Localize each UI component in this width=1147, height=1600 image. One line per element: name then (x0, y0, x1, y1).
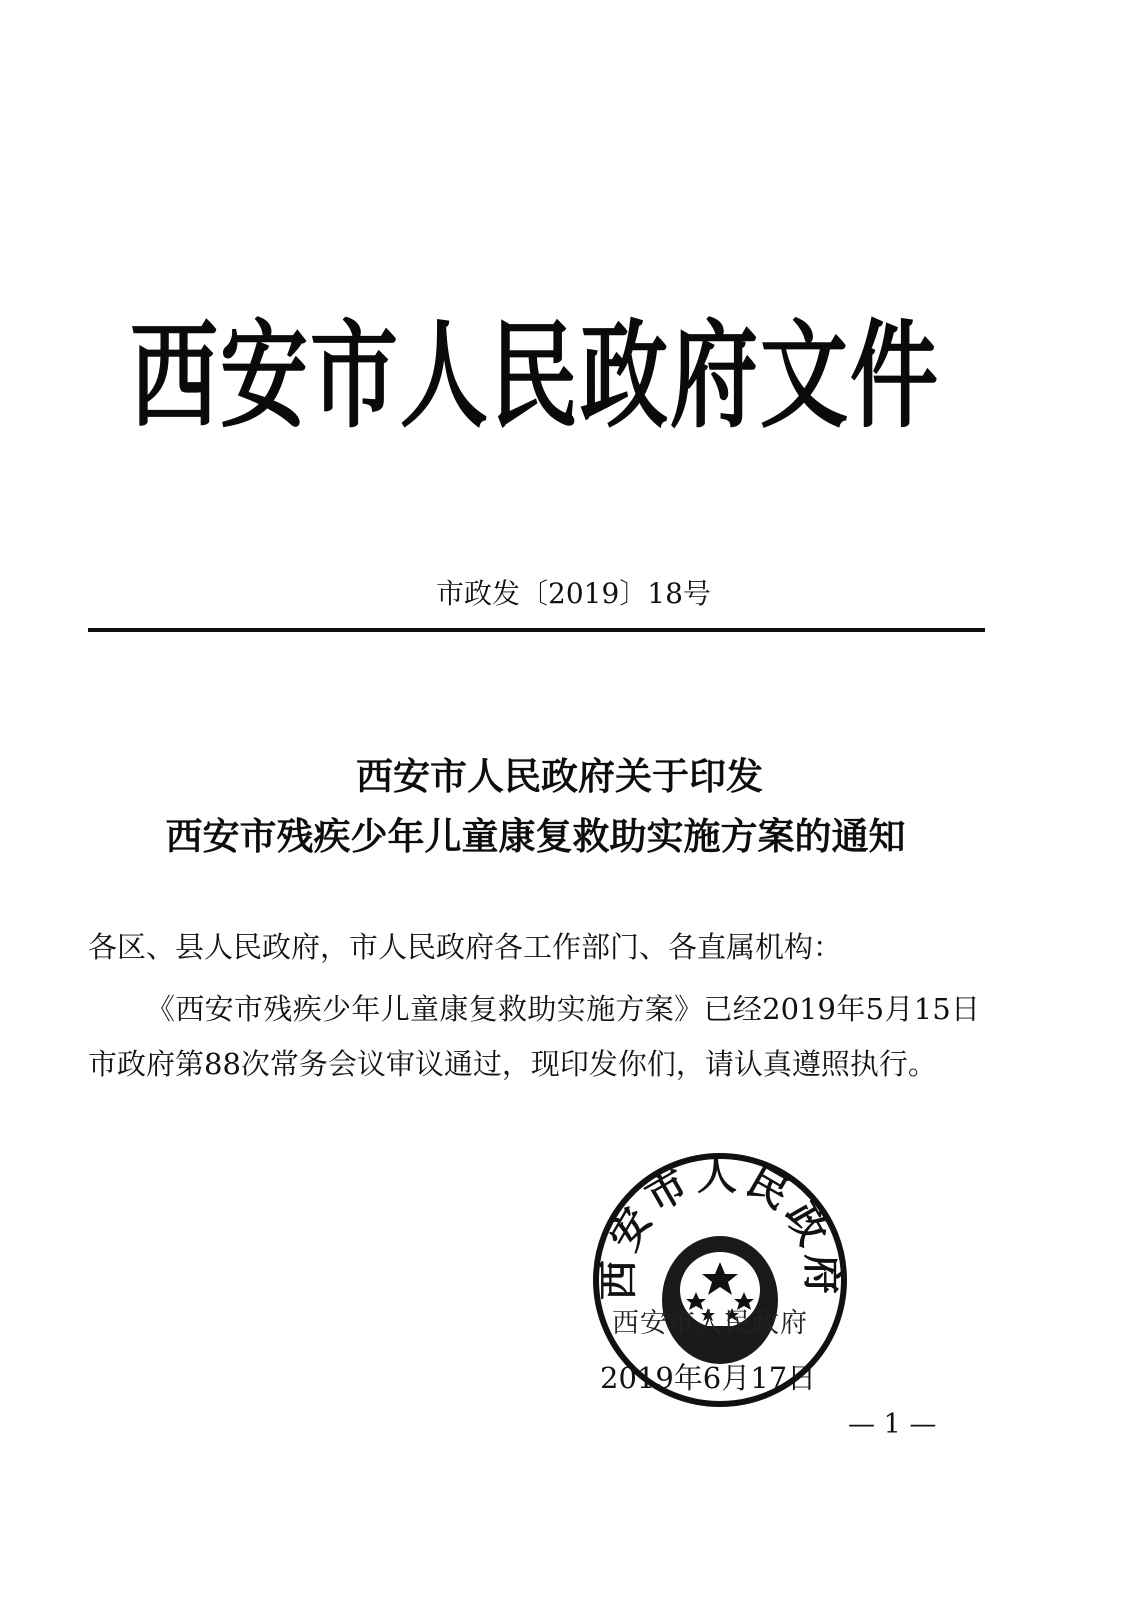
document-title-line-2: 西安市残疾少年儿童康复救助实施方案的通知 (165, 814, 906, 858)
header-divider (88, 628, 985, 632)
document-title-line-1: 西安市人民政府关于印发 (356, 754, 763, 798)
issuer-signature: 西安市人民政府 (612, 1308, 808, 1339)
seal-text: 西安市人民政府 (594, 1152, 846, 1301)
page-number: — 1 — (848, 1409, 937, 1440)
document-number: 市政发〔2019〕18号 (436, 577, 711, 610)
addressee: 各区、县人民政府，市人民政府各工作部门、各直属机构： (88, 930, 843, 964)
issue-date: 2019年6月17日 (600, 1361, 817, 1395)
masthead-title: 西安市人民政府文件 (129, 306, 940, 444)
body-paragraph: 《西安市残疾少年儿童康复救助实施方案》已经2019年5月15日市政府第88次常务会议审议通过，现印发你们，请认真遵照执行。 (88, 992, 980, 1081)
